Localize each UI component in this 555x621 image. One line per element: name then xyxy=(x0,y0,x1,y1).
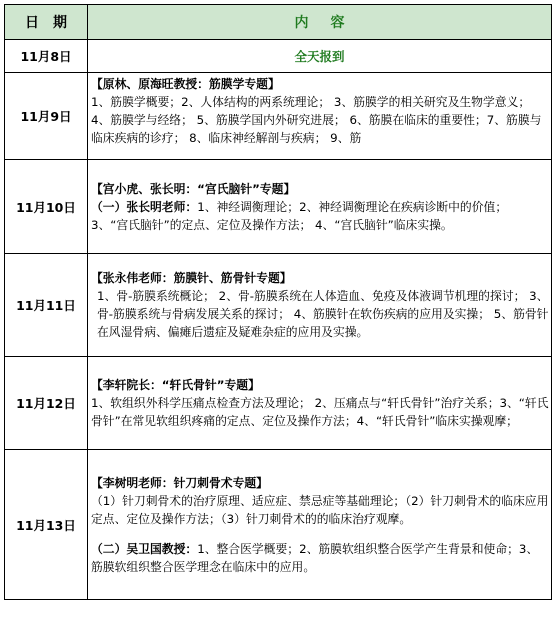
header-date: 日期 xyxy=(5,5,88,40)
speaker-label: （二）吴卫国教授： xyxy=(91,541,198,556)
row-date: 11月9日 xyxy=(5,73,88,160)
row-date: 11月13日 xyxy=(5,450,88,600)
topic-text: （1）针刀刺骨术的治疗原理、适应症、禁忌症等基础理论；（2）针刀刺骨术的临床应用定点、定位及操作方法；（3）针刀刺骨术的的临床治疗观摩。 xyxy=(91,493,549,526)
topic-title: 【宫小虎、张长明：“宫氏脑针”专题】 xyxy=(91,181,296,196)
row-content xyxy=(88,254,552,357)
table-row xyxy=(5,73,552,160)
topic-title: 【原林、原海旺教授：筋膜学专题】 xyxy=(91,77,280,91)
topic-title: 【张永伟老师：筋膜针、筋骨针专题】 xyxy=(91,271,292,285)
row-content xyxy=(88,160,552,254)
row-content xyxy=(88,73,552,160)
table-row xyxy=(5,160,552,254)
topic-text-2 xyxy=(91,540,549,576)
topic-text: 1、筋膜学概要；2、人体结构的两系统理论； 3、筋膜学的相关研究及生物学意义； 4、筋膜学与经络； 5、筋膜学国内外研究进展； 6、筋膜在临床的重要性；7、筋膜与临床疾病的诊疗； 8、临床神经解剖与疾病； 9、筋 xyxy=(91,95,542,145)
table-row xyxy=(5,357,552,450)
table-row xyxy=(5,40,552,73)
table-header-row xyxy=(5,5,552,40)
spacer xyxy=(91,528,549,540)
header-content: 内容 xyxy=(88,5,552,40)
table-row xyxy=(5,254,552,357)
row-content xyxy=(88,450,552,600)
row-date: 11月8日 xyxy=(5,40,88,73)
row-date: 11月11日 xyxy=(5,254,88,357)
row-content: 全天报到 xyxy=(88,40,552,73)
speaker-label: （一）张长明老师： xyxy=(91,199,198,214)
row-date: 11月12日 xyxy=(5,357,88,450)
topic-text: 1、软组织外科学压痛点检查方法及理论； 2、压痛点与“轩氏骨针”治疗关系；3、“轩氏骨针”在常见软组织疼痛的定点、定位及操作方法；4、“轩氏骨针”临床实操观摩； xyxy=(91,396,549,428)
schedule-table xyxy=(4,4,552,600)
speaker-text: 1、整合医学概要；2、筋膜软组织整合医学产生背景和使命；3、筋膜软组织整合医学理念在临床中的应用。 xyxy=(91,541,539,574)
topic-title: 【李树明老师：针刀刺骨术专题】 xyxy=(91,475,268,490)
content-clip xyxy=(91,75,549,157)
speaker-text: 1、神经调衡理论；2、神经调衡理论在疾病诊断中的价值； xyxy=(197,199,508,214)
topic-title: 【李轩院长：“轩氏骨针”专题】 xyxy=(91,378,260,392)
table-row xyxy=(5,450,552,600)
topic-text: 1、骨-筋膜系统概论； 2、骨-筋膜系统在人体造血、免疫及体液调节机理的探讨； 3、骨-筋膜系统与骨病发展关系的探讨； 4、筋膜针在软伤疾病的应用及实操； 5、筋骨针在风湿骨病、偏瘫后遗症及疑难杂症的应用及实操。 xyxy=(97,289,549,339)
row-content xyxy=(88,357,552,450)
topic-text xyxy=(91,198,549,216)
topic-text-2: 3、“宫氏脑针”的定点、定位及操作方法； 4、“宫氏脑针”临床实操。 xyxy=(91,217,453,232)
row-date: 11月10日 xyxy=(5,160,88,254)
